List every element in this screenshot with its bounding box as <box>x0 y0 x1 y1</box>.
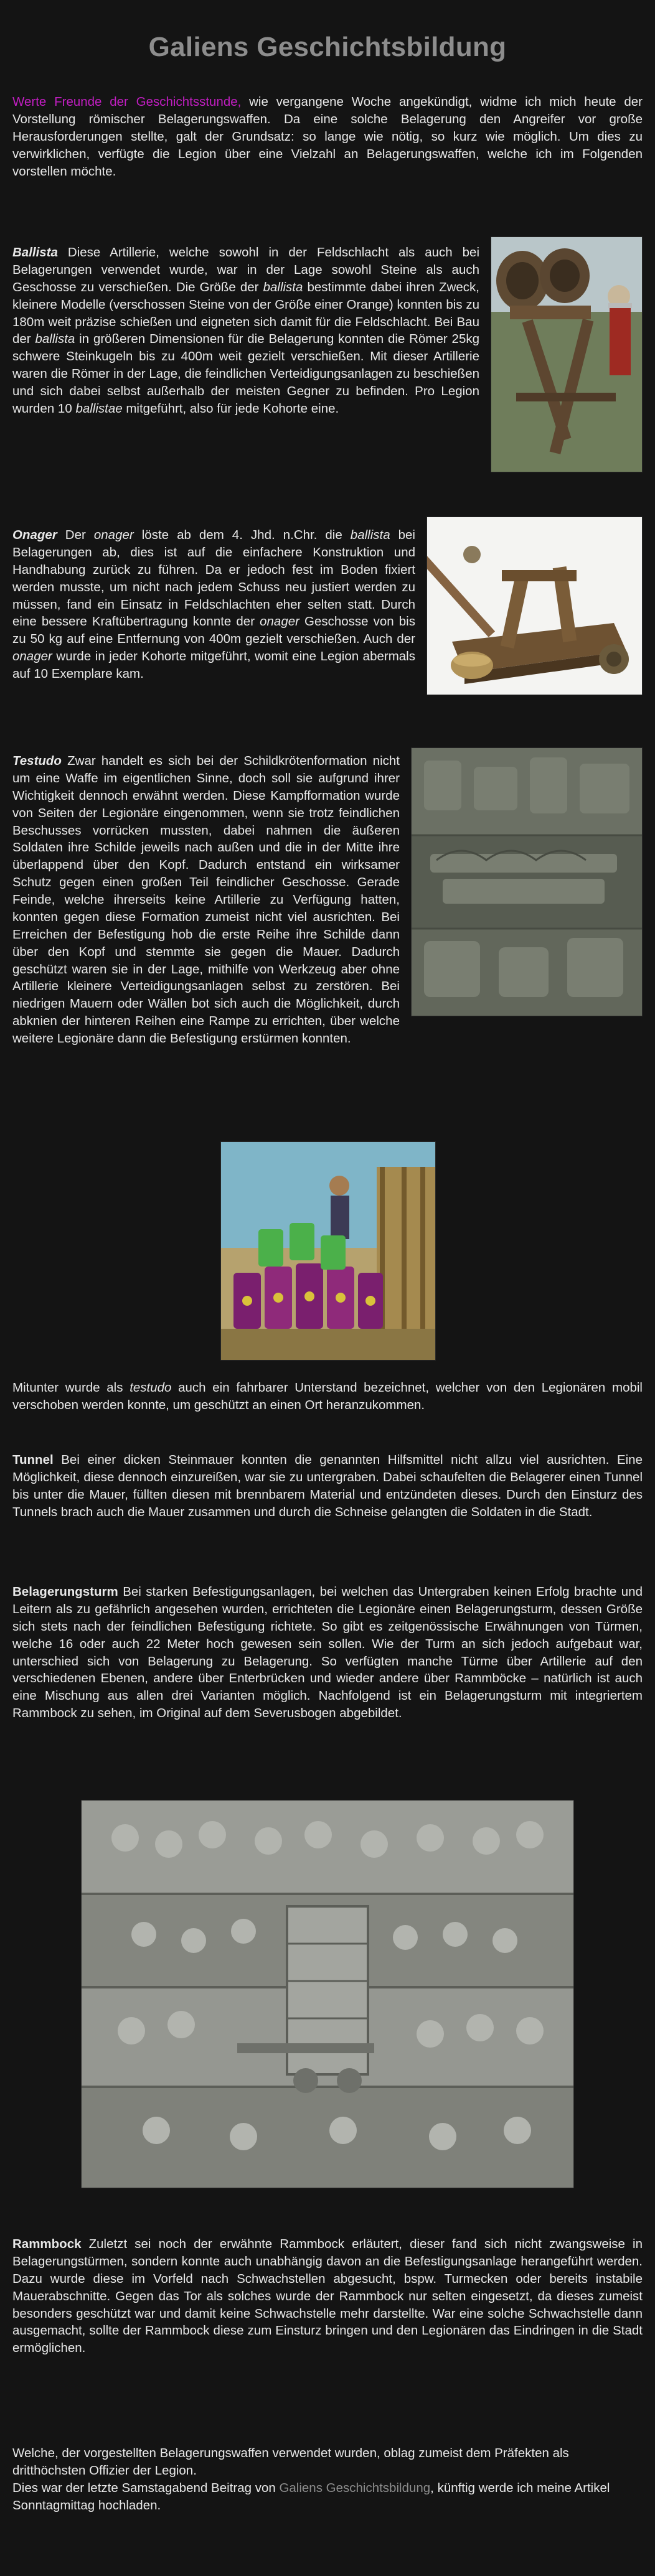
onager-text-2: löste ab dem 4. Jhd. n.Chr. die <box>133 528 351 542</box>
tunnel-section <box>12 1451 643 1521</box>
testudo-reenactment-image <box>220 1141 436 1361</box>
testudo2-text-1: Mitunter wurde als <box>12 1380 130 1395</box>
closing-paragraph-2 <box>12 2480 643 2514</box>
onager-italic-2: ballista <box>350 528 390 542</box>
ballista-text-4: mitgeführt, also für jede Kohorte eine. <box>122 401 339 416</box>
onager-section <box>12 527 643 699</box>
ballista-italic-1: ballista <box>263 279 303 294</box>
ballista-section <box>12 244 643 476</box>
closing-paragraph-1: Welche, der vorgestellten Belagerungswaffen verwendet wurden, oblag zumeist dem Präfekten als dritthöchsten Offizier der Legion. <box>12 2446 569 2478</box>
onager-italic-3: onager <box>260 614 299 629</box>
intro-greeting: Werte Freunde der Geschichtsstunde, <box>12 95 242 109</box>
onager-term: Onager <box>12 528 57 542</box>
closing-text-2: , künftig werde ich meine Artikel Sonntagmittag hochladen. <box>12 2480 610 2513</box>
testudo2-text-2: auch ein fahrbarer Unterstand bezeichnet, welcher von den Legionären mobil verschoben werden konnte, um geschützt an einen Ort heranzukommen. <box>12 1380 643 1412</box>
blog-name-link[interactable]: Galiens Geschichtsbildung <box>279 2480 431 2495</box>
ballista-image <box>491 237 643 472</box>
ballista-italic-3: ballistae <box>75 401 123 416</box>
onager-text-4: Geschosse von bis zu 50 kg auf eine Entfernung von 400m gezielt verschießen. Auch der <box>12 614 415 647</box>
testudo-relief-image <box>411 747 643 1016</box>
ballista-text-3: in größeren Dimensionen für die Belagerung konnten die Römer 25kg schwere Steinkugeln bis zu 400m weit gezielt verschießen. Mit dieser Artillerie waren die Römer in der Lage, die feindlichen Verteidigungsanlagen zu beschießen und sich dabei selbst außerhalb der meisten Gegner zu befinden. Pro Legion wurden 10 <box>12 332 479 416</box>
ballista-text-2: bestimmte dabei ihren Zweck, kleinere Modelle (verschossen Steine von der Größe einer Orange) konnten bis zu 180m weit präzise schießen und eigneten sich damit für die Feldschlacht. Bei Bau der <box>12 279 479 347</box>
testudo-section <box>12 752 643 1047</box>
testudo-text: Zwar handelt es sich bei der Schildkrötenformation nicht um eine Waffe im eigentlichen Sinne, doch soll sie aufgrund ihrer Wichtigkeit dennoch erwähnt werden. Diese Kampfformation wurde von Seiten der Legionäre eingenommen, wenn sie trotz feindlichen Beschusses vorrücken mussten, dabei nahmen die äußeren Soldaten ihre Schilde jeweils nach außen und die in der Mitte ihre überlappend über den Kopf. Dadurch entstand ein wirksamer Schutz gegen einen großen Teil feindlicher Geschosse. Gerade Feinde, welche ihrerseits keine Artillerie zu Verfügung hatten, konnten gegen diese Formation zumeist nicht viel ausrichten. Bei Erreichen der Befestigung hob die erste Reihe ihre Schilde dann über den Kopf und stemmte sie gegen die Mauer. Dadurch geschützt waren sie in der Lage, mithilfe von Werkzeug aber ohne Artillerie kleinere Verteidigungsanlagen selbst zu zerstören. Bei niedrigen Mauern oder Wällen bot sich auch die Möglichkeit, durch abknien der hinteren Reihen eine Rampe zu errichten, über welche weitere Legionäre dann die Befestigung erstürmen konnten. <box>12 754 400 1046</box>
intro-paragraph <box>12 93 643 180</box>
severus-arch-relief-image <box>81 1800 574 2188</box>
battering-ram-term: Rammbock <box>12 2237 82 2251</box>
onager-text-5: wurde in jeder Kohorte mitgeführt, womit eine Legion abermals auf 10 Exemplare kam. <box>12 649 415 681</box>
testudo2-italic: testudo <box>130 1380 172 1395</box>
closing-section <box>12 2445 643 2514</box>
onager-text-1: Der <box>57 528 94 542</box>
siege-tower-text: Bei starken Befestigungsanlagen, bei welchen das Untergraben keinen Erfolg brachte und Leitern als zu gefährlich angesehen wurden, errichteten die Legionäre einen Belagerungsturm, dessen Größe sich stets nach der feindlichen Befestigung richtete. So gibt es zeitgenössische Erwähnungen von Türmen, welche 16 oder auch 22 Meter hoch gewesen sein sollen. Wie der Turm an sich jedoch aufgebaut war, unterschied sich von Belagerung zu Belagerung. So verfügten manche Türme über Artillerie auf den verschiedenen Ebenen, andere über Enterbrücken und wieder andere über Rammböcke – natürlich ist auch eine Mischung aus allen drei Varianten möglich. Nachfolgend ist ein Belagerungsturm mit integriertem Rammbock zu sehen, im Original auf dem Severusbogen abgebildet. <box>12 1585 643 1721</box>
battering-ram-text: Zuletzt sei noch der erwähnte Rammbock erläutert, dieser fand sich nicht zwangsweise in Belagerungstürmen, sondern konnte auch unabhängig davon an die Befestigungsanlage herangeführt werden. Dazu wurde diese im Vorfeld nach Schwachstellen abgesucht, bspw. Turmecken oder bereits instabile Mauerabschnitte. Gegen das Tor als solches wurde der Rammbock nur selten eingesetzt, da dieses zumeist besonders geschützt war und damit keine Schwachstelle mehr darstellte. War eine solche Schwachstelle dann ausgemacht, sollte der Rammbock diese zum Einsturz bringen und den Legionären das Eindringen in die Stadt ermöglichen. <box>12 2237 643 2356</box>
intro-text: wie vergangene Woche angekündigt, widme ich mich heute der Vorstellung römischer Belagerungswaffen. Da eine solche Belagerung den Angreifer vor große Herausforderungen stellte, galt der Grundsatz: so lange wie nötig, so kurz wie möglich. Um dies zu verwirklichen, verfügte die Legion über eine Vielzahl an Belagerungswaffen, welche ich im Folgenden vorstellen möchte. <box>12 95 643 179</box>
closing-text-1: Dies war der letzte Samstagabend Beitrag von <box>12 2480 280 2495</box>
onager-italic-1: onager <box>93 528 134 542</box>
onager-image <box>426 517 643 695</box>
siege-tower-section <box>12 1583 643 1722</box>
page-title: Galiens Geschichtsbildung <box>148 32 507 62</box>
onager-italic-4: onager <box>12 649 52 664</box>
tunnel-text: Bei einer dicken Steinmauer konnten die genannten Hilfsmittel nicht allzu viel ausrichten. Eine Möglichkeit, diese dennoch einzureißen, war sie zu untergraben. Dabei schaufelten die Belagerer einen Tunnel bis unter die Mauer, füllten diesen mit brennbarem Material und entzündeten dieses. Durch den Einsturz des Tunnels brach auch die Mauer zusammen und durch die Schneise gelangten die Soldaten in die Stadt. <box>12 1453 643 1519</box>
battering-ram-section <box>12 2236 643 2357</box>
ballista-text-1: Diese Artillerie, welche sowohl in der Feldschlacht als auch bei Belagerungen verwendet wurde, war in der Lage sowohl Steine als auch Geschosse zu verschießen. Die Größe der <box>12 245 479 294</box>
siege-tower-term: Belagerungsturm <box>12 1585 118 1599</box>
testudo-mobile-paragraph <box>12 1379 643 1414</box>
testudo-term: Testudo <box>12 754 62 768</box>
ballista-italic-2: ballista <box>35 332 75 347</box>
tunnel-term: Tunnel <box>12 1453 54 1467</box>
ballista-term: Ballista <box>12 245 58 260</box>
onager-text-3: bei Belagerungen ab, dies ist auf die einfachere Konstruktion und Handhabung zurück zu führen. Da er jedoch fest im Boden fixiert werden musste, um nicht nach jedem Schuss neu justiert werden zu müssen, fand ein Einsatz in Feldschlachten eher selten statt. Durch eine bessere Kraftübertragung konnte der <box>12 528 415 629</box>
